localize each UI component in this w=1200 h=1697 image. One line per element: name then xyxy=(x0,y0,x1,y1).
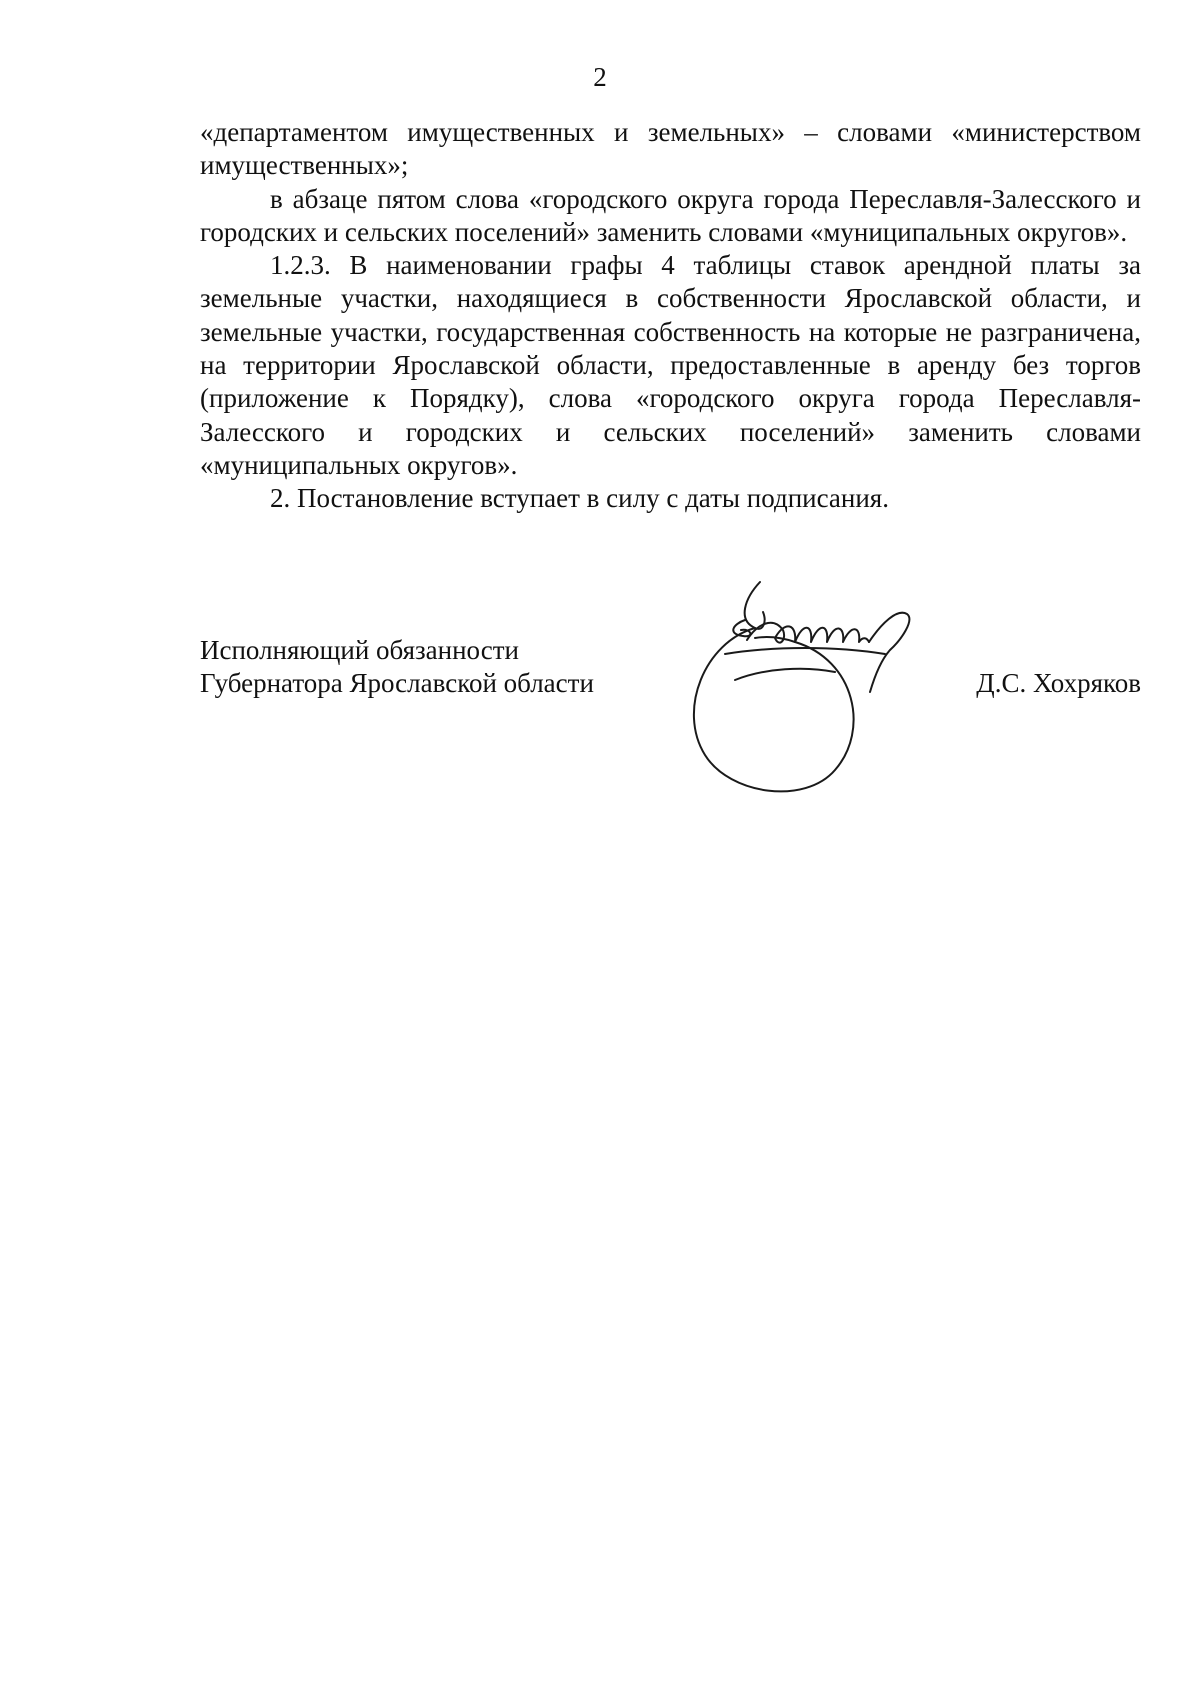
signer-position-line-1: Исполняющий обязанности xyxy=(200,635,519,665)
paragraph-2: в абзаце пятом слова «городского округа города Переславля-Залесского и городских и сельских поселений» заменить словами «муниципальных округов». xyxy=(200,183,1141,247)
signature-block xyxy=(200,634,1141,834)
paragraph-1: «департаментом имущественных и земельных» – словами «министерством имущественных»; xyxy=(200,117,1141,181)
signer-name: Д.С. Хохряков xyxy=(976,668,1141,698)
document-body xyxy=(200,116,1141,516)
signer-position xyxy=(200,634,594,700)
paragraph-4: 2. Постановление вступает в силу с даты подписания. xyxy=(270,483,889,514)
paragraph-3: 1.2.3. В наименовании графы 4 таблицы ставок арендной платы за земельные участки, находящиеся в собственности Ярославской области, и земельные участки, государственная собственность на которые не разграничена, на территории Ярославской области, предоставленные в аренду без торгов (приложение к Порядку), слова «городского округа города Переславля-Залесского и городских и сельских поселений» заменить словами «муниципальных округов». xyxy=(200,250,1141,480)
signer-position-line-2: Губернатора Ярославской области xyxy=(200,668,594,698)
handwritten-signature xyxy=(685,580,935,810)
page-number: 2 xyxy=(593,62,607,92)
